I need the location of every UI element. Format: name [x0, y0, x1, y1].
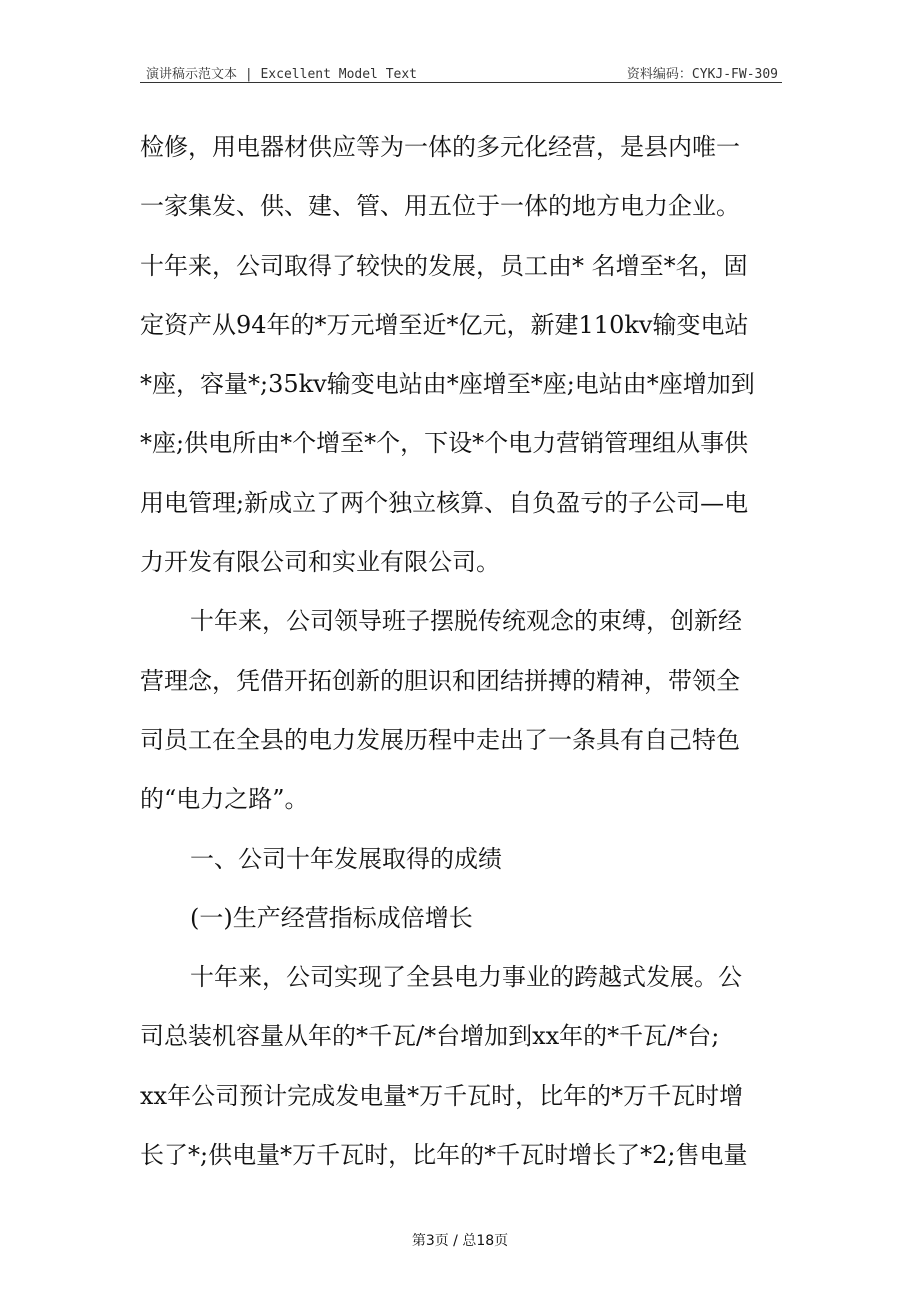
subsection-heading: (一)生产经营指标成倍增长: [190, 903, 473, 932]
header-title: 演讲稿示范文本 | Excellent Model Text: [146, 67, 418, 82]
text-line: 十年来，公司取得了较快的发展，员工由* 名增至*名，固: [140, 251, 748, 280]
text-line: xx年公司预计完成发电量*万千瓦时，比年的*万千瓦时增: [140, 1081, 744, 1110]
text-line: 用电管理;新成立了两个独立核算、自负盈亏的子公司—电: [140, 488, 749, 517]
text-line: 一家集发、供、建、管、用五位于一体的地方电力企业。: [140, 192, 740, 221]
section-heading: 一、公司十年发展取得的成绩: [190, 844, 502, 873]
page-number-footer: 第3页 / 总18页: [411, 1233, 509, 1249]
text-line: 营理念，凭借开拓创新的胆识和团结拼搏的精神，带领全: [140, 666, 740, 695]
text-line: 力开发有限公司和实业有限公司。: [140, 548, 500, 577]
text-line: 定资产从94年的*万元增至近*亿元，新建110kv输变电站: [140, 310, 749, 339]
text-line: 长了*;供电量*万千瓦时，比年的*千瓦时增长了*2;售电量: [140, 1141, 748, 1170]
text-line: *座;供电所由*个增至*个，下设*个电力营销管理组从事供: [140, 429, 749, 458]
document-body: [140, 118, 790, 1185]
text-line: 的“电力之路”。: [140, 785, 309, 814]
text-line: *座，容量*;35kv输变电站由*座增至*座;电站由*座增加到: [140, 370, 755, 399]
paragraph-start-line: 十年来，公司领导班子摆脱传统观念的束缚，创新经: [190, 607, 742, 636]
text-line: 司总装机容量从年的*千瓦/*台增加到xx年的*千瓦/*台;: [140, 1022, 720, 1051]
page-header: [140, 60, 782, 83]
text-line: 司员工在全县的电力发展历程中走出了一条具有自己特色: [140, 725, 740, 754]
header-doc-code: 资料编码：CYKJ-FW-309: [626, 67, 778, 82]
paragraph-start-line: 十年来，公司实现了全县电力事业的跨越式发展。公: [190, 963, 742, 992]
text-line: 检修，用电器材供应等为一体的多元化经营，是县内唯一: [140, 133, 740, 161]
